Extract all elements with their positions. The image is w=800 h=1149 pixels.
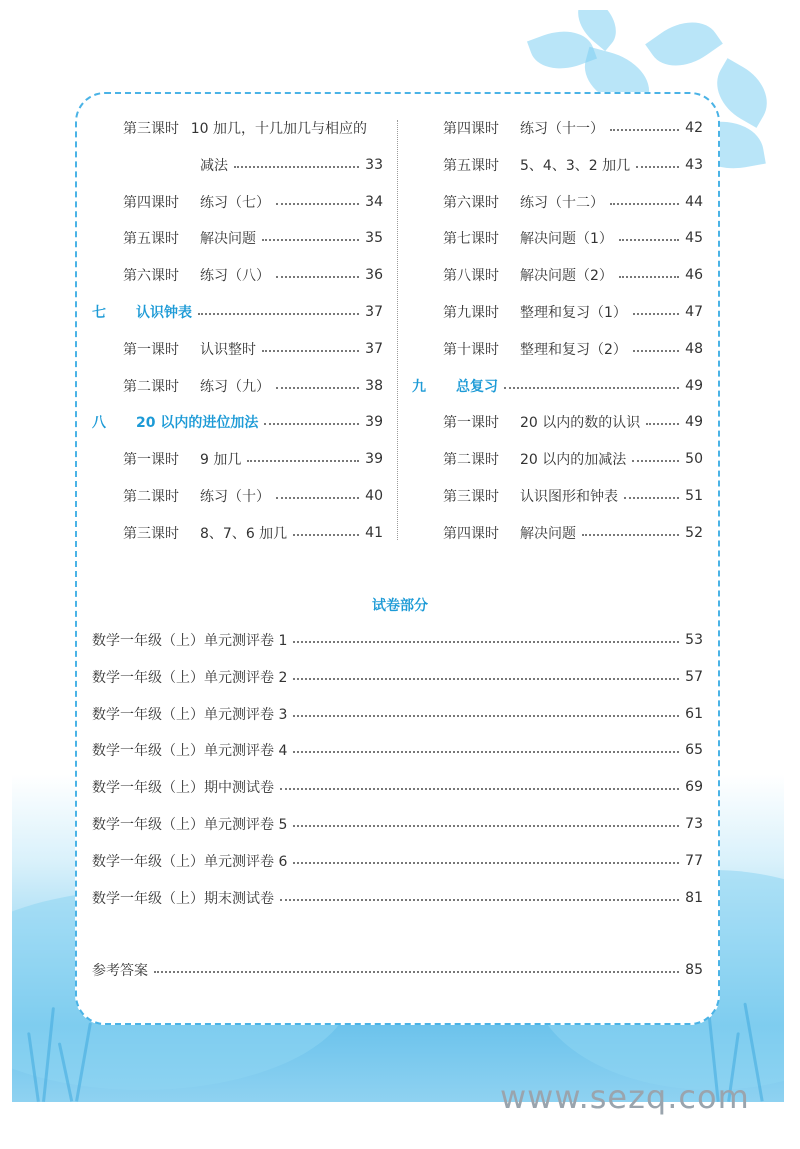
page-number: 43 — [685, 156, 703, 173]
test-title: 数学一年级（上）单元测评卷 1 — [92, 633, 288, 649]
lesson-label: 第七课时 — [443, 231, 499, 248]
toc-lesson-row — [443, 153, 703, 177]
page-number: 39 — [365, 414, 383, 431]
leader-dots — [276, 387, 359, 389]
page-number: 40 — [365, 488, 383, 504]
unit-title: 总复习 — [456, 378, 498, 395]
lesson-title: 减法 — [200, 157, 228, 174]
lesson-label: 第五课时 — [443, 157, 499, 174]
toc-lesson-row — [443, 521, 703, 545]
leader-dots — [276, 497, 359, 499]
page-number: 34 — [365, 193, 383, 210]
lesson-label: 第三课时 — [123, 121, 179, 137]
column-divider — [397, 120, 398, 540]
toc-test-row — [92, 849, 703, 873]
page-number: 49 — [685, 414, 703, 431]
toc-test-row — [92, 812, 703, 836]
page-number: 37 — [365, 304, 383, 320]
lesson-title: 练习（七） — [200, 194, 270, 211]
lesson-title: 整理和复习（2） — [520, 341, 627, 358]
leader-dots — [646, 423, 679, 425]
test-title: 数学一年级（上）单元测评卷 2 — [92, 669, 288, 686]
leader-dots — [504, 387, 679, 389]
leaf-decoration — [645, 10, 723, 80]
unit-number: 八 — [92, 415, 106, 432]
toc-unit-row — [92, 300, 383, 324]
lesson-label: 第六课时 — [443, 194, 499, 211]
toc-lesson-row — [443, 190, 703, 214]
toc-test-row — [92, 702, 703, 726]
unit-title: 20 以内的进位加法 — [136, 415, 259, 432]
leader-dots — [293, 862, 679, 864]
unit-number: 七 — [92, 305, 106, 321]
test-title: 数学一年级（上）单元测评卷 4 — [92, 743, 288, 760]
lesson-title: 练习（十一） — [520, 121, 604, 137]
page-number: 53 — [685, 632, 703, 648]
page-number: 65 — [685, 742, 703, 759]
leader-dots — [610, 203, 679, 205]
lesson-title: 解决问题（2） — [520, 268, 613, 285]
lesson-title: 认识图形和钟表 — [520, 489, 618, 505]
page-number: 39 — [365, 451, 383, 468]
unit-number: 九 — [412, 378, 426, 395]
toc-lesson-row — [443, 116, 703, 140]
leader-dots — [636, 166, 679, 168]
lesson-title: 20 以内的数的认识 — [520, 415, 641, 432]
page-number: 48 — [685, 340, 703, 357]
test-title: 数学一年级（上）单元测评卷 6 — [92, 853, 288, 870]
leader-dots — [293, 641, 679, 643]
lesson-title: 练习（十二） — [520, 194, 604, 211]
leader-dots — [262, 350, 359, 352]
page-number: 49 — [685, 377, 703, 394]
test-title: 数学一年级（上）期中测试卷 — [92, 780, 274, 797]
page-number: 57 — [685, 668, 703, 685]
lesson-label: 第三课时 — [443, 489, 499, 505]
page-number: 61 — [685, 705, 703, 722]
page-number: 37 — [365, 340, 383, 357]
leader-dots — [633, 313, 679, 315]
lesson-title: 解决问题 — [520, 525, 576, 542]
page-number: 85 — [685, 962, 703, 978]
leader-dots — [293, 678, 679, 680]
leader-dots — [293, 751, 679, 753]
watermark: www.sezq.com — [500, 1078, 750, 1116]
page-number: 44 — [685, 193, 703, 210]
toc-lesson-row — [123, 263, 383, 287]
page-number: 46 — [685, 267, 703, 284]
toc-lesson-row — [443, 226, 703, 250]
lesson-label: 第四课时 — [443, 121, 499, 137]
toc-lesson-row — [443, 300, 703, 324]
lesson-title: 5、4、3、2 加几 — [520, 157, 631, 174]
leader-dots — [247, 460, 359, 462]
page-number: 47 — [685, 304, 703, 320]
toc-test-row — [92, 628, 703, 652]
leader-dots — [619, 239, 679, 241]
leader-dots — [632, 460, 679, 462]
toc-lesson-row — [123, 190, 383, 214]
page-number: 38 — [365, 377, 383, 394]
lesson-label: 第十课时 — [443, 341, 499, 358]
page-number: 36 — [365, 267, 383, 284]
toc-lesson-row — [123, 337, 383, 361]
leader-dots — [619, 276, 679, 278]
leader-dots — [234, 166, 359, 168]
toc-lesson-row — [443, 484, 703, 508]
page-number: 33 — [365, 156, 383, 173]
leader-dots — [280, 788, 679, 790]
leader-dots — [154, 971, 679, 973]
leader-dots — [293, 534, 359, 536]
lesson-label: 第二课时 — [123, 489, 179, 505]
lesson-label: 第九课时 — [443, 305, 499, 321]
lesson-title: 练习（十） — [200, 489, 270, 505]
lesson-label: 第三课时 — [123, 525, 179, 542]
lesson-title: 8、7、6 加几 — [200, 525, 288, 542]
lesson-label: 第五课时 — [123, 231, 179, 248]
leader-dots — [624, 497, 679, 499]
page-number: 77 — [685, 852, 703, 869]
leader-dots — [276, 203, 359, 205]
page-number: 51 — [685, 488, 703, 504]
page-number: 52 — [685, 524, 703, 541]
lesson-title: 解决问题（1） — [520, 231, 613, 248]
toc-lesson-row — [123, 447, 383, 471]
page-number: 42 — [685, 120, 703, 136]
lesson-label: 第六课时 — [123, 268, 179, 285]
leader-dots — [264, 423, 359, 425]
lesson-label: 第四课时 — [443, 525, 499, 542]
lesson-title: 整理和复习（1） — [520, 305, 627, 321]
toc-unit-row — [412, 374, 703, 398]
toc-lesson-row — [123, 116, 383, 140]
leader-dots — [276, 276, 359, 278]
toc-lesson-row — [123, 374, 383, 398]
toc-lesson-row — [123, 484, 383, 508]
toc-test-row — [92, 665, 703, 689]
lesson-label: 第一课时 — [443, 415, 499, 432]
lesson-title: 练习（九） — [200, 378, 270, 395]
test-title: 数学一年级（上）单元测评卷 5 — [92, 817, 288, 833]
toc-lesson-row — [443, 263, 703, 287]
toc-lesson-row — [443, 447, 703, 471]
toc-unit-row — [92, 410, 383, 434]
toc-lesson-row — [443, 410, 703, 434]
toc-test-row — [92, 886, 703, 910]
lesson-label: 第四课时 — [123, 194, 179, 211]
page-number: 45 — [685, 230, 703, 247]
lesson-title: 10 加几，十几加几与相应的 — [190, 121, 367, 137]
answers-title: 参考答案 — [92, 963, 148, 979]
page-number: 35 — [365, 230, 383, 247]
lesson-label: 第一课时 — [123, 452, 179, 469]
lesson-title: 练习（八） — [200, 268, 270, 285]
toc-test-row — [92, 738, 703, 762]
toc-lesson-row — [123, 521, 383, 545]
page-number: 41 — [365, 524, 383, 541]
leader-dots — [262, 239, 359, 241]
leader-dots — [280, 899, 679, 901]
unit-title: 认识钟表 — [136, 305, 192, 321]
section-title: 试卷部分 — [372, 598, 428, 614]
leader-dots — [582, 534, 679, 536]
leader-dots — [633, 350, 679, 352]
toc-lesson-row — [123, 153, 383, 177]
leader-dots — [293, 825, 679, 827]
leader-dots — [293, 715, 679, 717]
page-number: 69 — [685, 779, 703, 796]
toc-lesson-row — [123, 226, 383, 250]
lesson-label: 第二课时 — [123, 378, 179, 395]
toc-answers-row — [92, 958, 703, 982]
page-number: 50 — [685, 451, 703, 468]
lesson-label: 第八课时 — [443, 268, 499, 285]
leader-dots — [610, 129, 679, 131]
lesson-label: 第一课时 — [123, 341, 179, 358]
lesson-title: 解决问题 — [200, 231, 256, 248]
lesson-title: 9 加几 — [200, 452, 242, 469]
test-title: 数学一年级（上）期末测试卷 — [92, 890, 274, 907]
toc-lesson-row — [443, 337, 703, 361]
page-number: 73 — [685, 816, 703, 832]
page-number: 81 — [685, 889, 703, 906]
test-title: 数学一年级（上）单元测评卷 3 — [92, 706, 288, 723]
leader-dots — [198, 313, 359, 315]
toc-test-row — [92, 775, 703, 799]
lesson-label: 第二课时 — [443, 452, 499, 469]
lesson-title: 认识整时 — [200, 341, 256, 358]
lesson-title: 20 以内的加减法 — [520, 452, 627, 469]
